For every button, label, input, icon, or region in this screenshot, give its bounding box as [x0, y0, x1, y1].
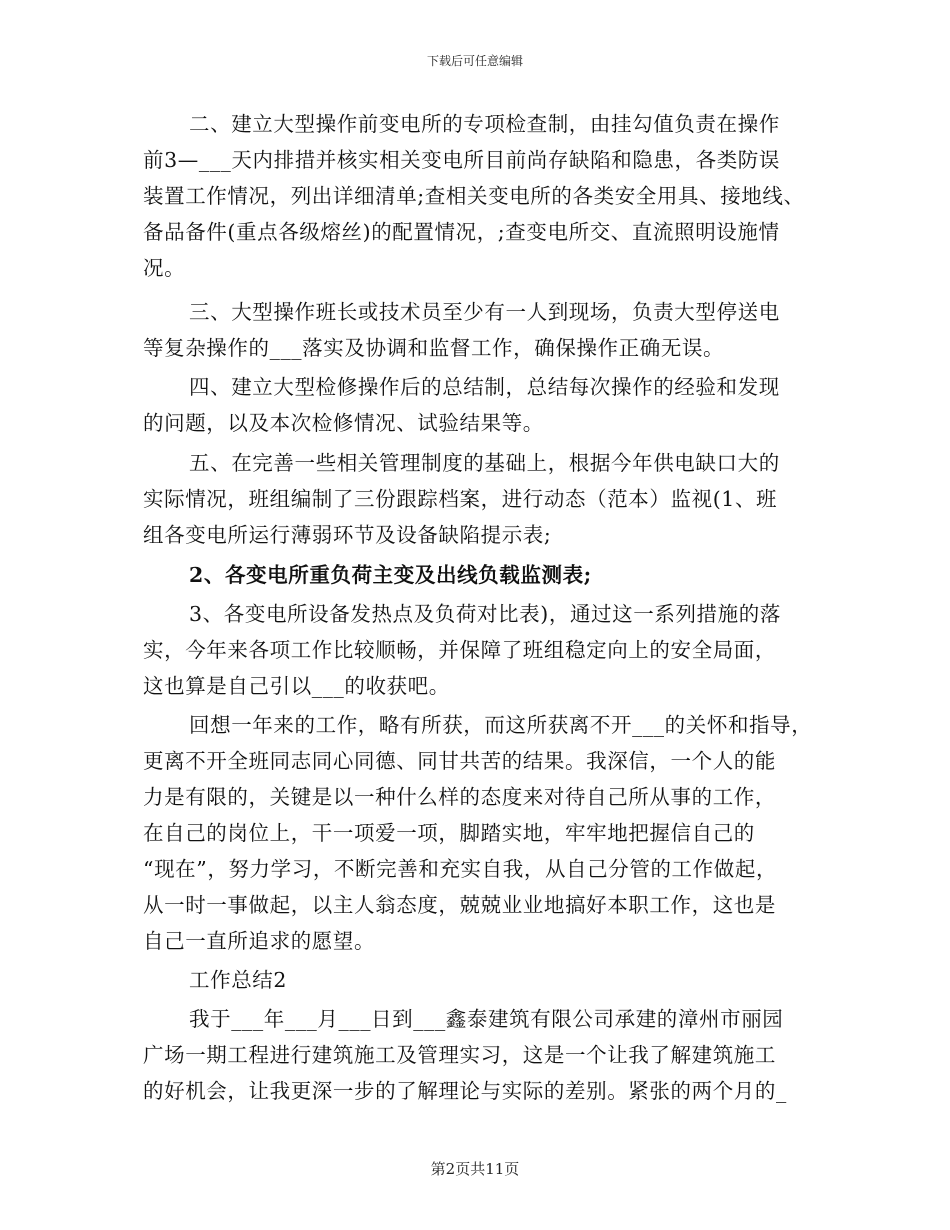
p8-line-0: 我于___年___月___日到___鑫泰建筑有限公司承建的漳州市丽园: [189, 1007, 784, 1031]
p0-line-0: 二、建立大型操作前变电所的专项检查制，由挂勾值负责在操作: [189, 112, 780, 136]
p8-line-1: 广场一期工程进行建筑施工及管理实习，这是一个让我了解建筑施工: [143, 1043, 776, 1067]
p0-line-2: 装置工作情况，列出详细清单;查相关变电所的各类安全用具、接地线、: [143, 184, 805, 208]
section-heading: 工作总结2: [189, 968, 288, 992]
p5-line-0: 3、各变电所设备发热点及负荷对比表)，通过这一系列措施的落: [189, 602, 781, 626]
p6-line-0: 回想一年来的工作，略有所获，而这所获离不开___的关怀和指导，: [189, 713, 813, 737]
p2-line-1: 的问题，以及本次检修情况、试验结果等。: [143, 411, 544, 435]
p4-line-0: 2、各变电所重负荷主变及出线负载监测表;: [189, 563, 592, 587]
p6-line-5: 从一时一事做起，以主人翁态度，兢兢业业地搞好本职工作，这也是: [143, 893, 776, 917]
p2-line-0: 四、建立大型检修操作后的总结制，总结每次操作的经验和发现: [189, 375, 780, 399]
p5-line-1: 实，今年来各项工作比较顺畅，并保障了班组稳定向上的安全局面，: [143, 638, 776, 662]
p6-line-4: “现在”，努力学习，不断完善和充实自我，从自己分管的工作做起，: [143, 857, 778, 881]
p1-line-0: 三、大型操作班长或技术员至少有一人到现场，负责大型停送电: [189, 300, 780, 324]
p6-line-1: 更离不开全班同志同心同德、同甘共苦的结果。我深信，一个人的能: [143, 749, 776, 773]
p5-line-2: 这也算是自己引以___的收获吧。: [143, 674, 450, 698]
p0-line-3: 备品备件(重点各级熔丝)的配置情况，;查变电所交、直流照明设施情: [143, 220, 780, 244]
p3-line-1: 实际情况，班组编制了三份跟踪档案，进行动态（范本）监视(1、班: [143, 487, 778, 511]
p6-line-2: 力是有限的，关键是以一种什么样的态度来对待自己所从事的工作，: [143, 785, 776, 809]
p3-line-0: 五、在完善一些相关管理制度的基础上，根据今年供电缺口大的: [189, 451, 780, 475]
p8-line-2: 的好机会，让我更深一步的了解理论与实际的差别。紧张的两个月的_: [143, 1079, 787, 1103]
p6-line-6: 自己一直所追求的愿望。: [143, 929, 376, 953]
p3-line-2: 组各变电所运行薄弱环节及设备缺陷提示表;: [143, 523, 552, 547]
p6-line-3: 在自己的岗位上，干一项爱一项，脚踏实地，牢牢地把握信自己的: [143, 821, 755, 845]
p0-line-4: 况。: [143, 256, 186, 280]
page-header: 下载后可任意编辑: [426, 54, 523, 68]
p0-line-1: 前3—___天内排措并核实相关变电所目前尚存缺陷和隐患，各类防误: [143, 148, 780, 172]
page-footer: 第2页共11页: [430, 1160, 520, 1178]
p1-line-1: 等复杂操作的___落实及协调和监督工作，确保操作正确无误。: [143, 336, 725, 360]
